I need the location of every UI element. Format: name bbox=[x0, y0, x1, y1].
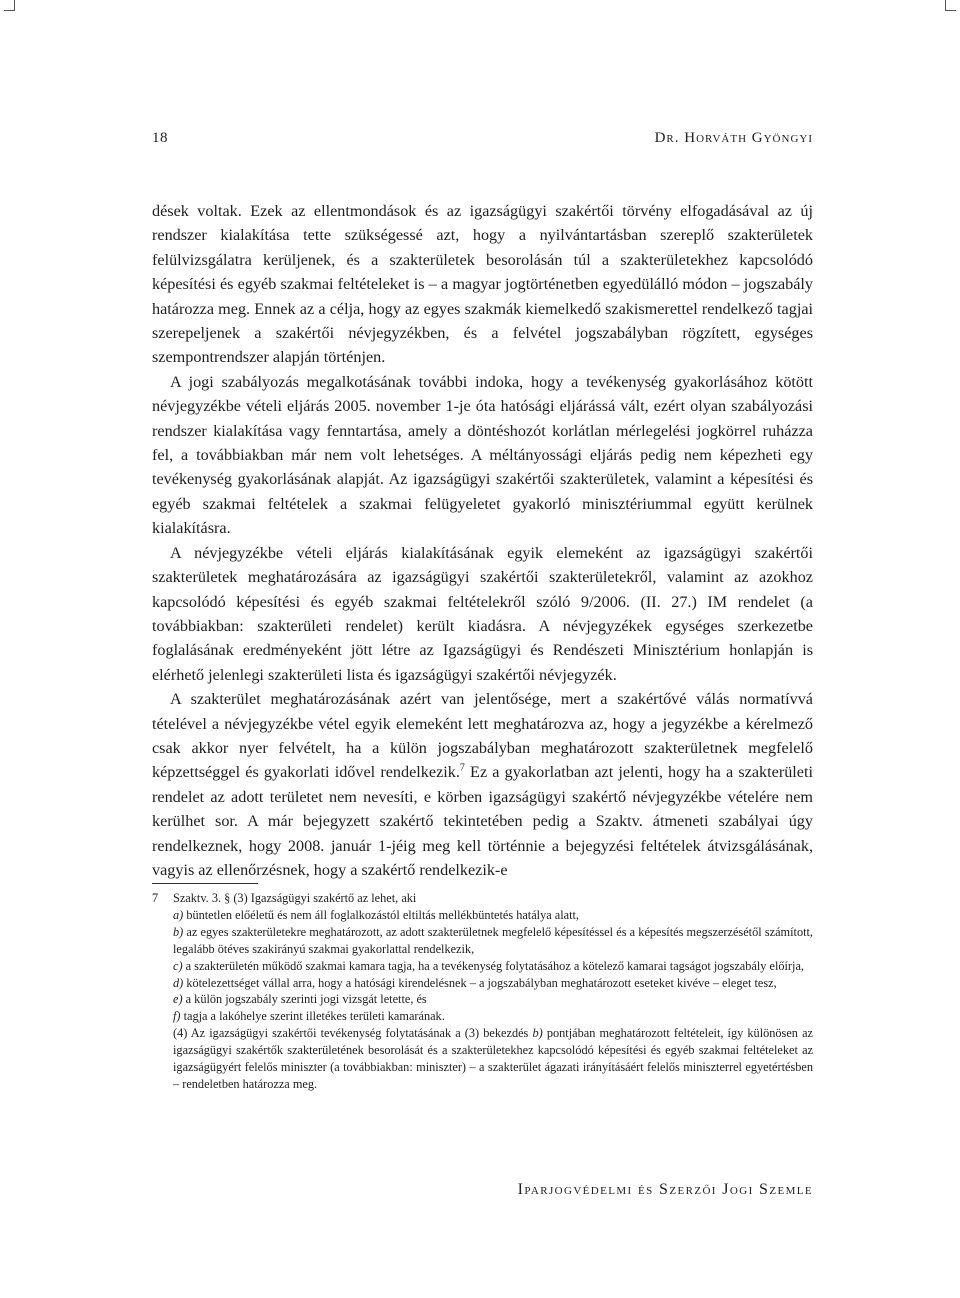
footnote-reference[interactable]: 7 bbox=[459, 762, 465, 774]
item-text: a szakterületén működő szakmai kamara tagja, ha a tevékenység folytatásához a kötelező kamarai tagságot jogszabály előírja, bbox=[182, 958, 804, 973]
footnote-item bbox=[173, 924, 813, 958]
item-text: kötelezettséget vállal arra, hogy a hatósági kirendelésnek – a jogszabályban meghatározott eseteket kivéve – eleget tesz, bbox=[183, 975, 777, 990]
paragraph-4-part-a: A szakterület meghatározásának azért van jelentősége, mert a szakértővé válás normatívvá tételével a névjegyzékbe vétel egyik elemeként lett meghatározva az, hogy a jegyzékbe a kérelmező csak akkor nyer felvételt, ha a külön jogszabályban meghatározott szakterületnek megfelelő képzettséggel és gyakorlati idővel rendelkezik. bbox=[152, 690, 813, 782]
item-label: f) bbox=[173, 1009, 181, 1024]
item-text: büntetlen előéletű és nem áll foglalkozástól eltiltás mellékbüntetés hatálya alatt, bbox=[183, 907, 580, 922]
item-label: c) bbox=[173, 958, 183, 973]
fn-p4-pre: (4) Az igazságügyi szakértői tevékenység folytatásának a (3) bekezdés bbox=[173, 1026, 533, 1041]
crop-mark-top-left bbox=[4, 0, 15, 11]
running-header bbox=[152, 130, 813, 154]
paragraph-3: A névjegyzékbe vételi eljárás kialakításának egyik elemeként az igazságügyi szakértői szakterületek meghatározására az igazságügyi szakértői szakterületekről, valamint az azokhoz kapcsolódó képesítési és egyéb szakmai feltételekről szóló 9/2006. (II. 27.) IM rendelet (a továbbiakban: szakterületi rendelet) került kiadásra. A névjegyzékek egységes szerkezetbe foglalásának eredményeként jött létre az Igazságügyi és Rendészeti Minisztérium honlapján is elérhető jelenlegi szakterületi lista és igazságügyi szakértői névjegyzék. bbox=[152, 543, 813, 684]
main-text bbox=[152, 199, 813, 882]
item-label: b) bbox=[173, 924, 184, 939]
crop-mark-top-right bbox=[945, 0, 956, 11]
paragraph-4 bbox=[152, 687, 813, 882]
footnote-intro: Szaktv. 3. § (3) Igazságügyi szakértő az lehet, aki bbox=[173, 891, 417, 905]
item-text: tagja a lakóhelye szerint illetékes területi kamarának. bbox=[180, 1009, 445, 1024]
footnote-item bbox=[173, 975, 813, 992]
footnote-paragraph-4 bbox=[173, 1025, 813, 1093]
footnote-body bbox=[173, 890, 813, 1093]
item-label: a) bbox=[173, 907, 184, 922]
paragraph-1: dések voltak. Ezek az ellentmondások és az igazságügyi szakértői törvény elfogadásával az új rendszer kialakítása tette szükségessé azt, hogy a nyilvántartásban szereplő szakterületek felülvizsgálatra kerüljenek, és a szakterületek besorolásán túl a szakterületekhez kapcsolódó képesítési és egyéb szakmai feltételeket is – a magyar jogtörténetben egyedülálló módon – jogszabály határozza meg. Ennek az a célja, hogy az egyes szakmák kiemelkedő szakismerettel rendelkező tagjai szerepeljenek a szakértői névjegyzékben, és a felvétel jogszabályban rögzített, egységes szempontrendszer alapján történjen. bbox=[152, 202, 813, 367]
footnote-item bbox=[173, 991, 813, 1008]
footnote-item bbox=[173, 907, 813, 924]
footnote-7 bbox=[152, 890, 813, 1093]
running-head-author: Dr. Horváth Gyöngyi bbox=[654, 130, 813, 146]
footnote-number: 7 bbox=[152, 891, 159, 905]
paragraph-2: A jogi szabályozás megalkotásának további indoka, hogy a tevékenység gyakorlásához kötött névjegyzékbe vételi eljárás 2005. november 1-je óta hatósági eljárássá vált, ezért olyan szabályozási rendszer kialakítása vagy fenntartása, amely a döntéshozót korlátlan mérlegelési jogkörrel ruházza fel, a továbbiakban már nem volt lehetséges. A méltányossági eljárás pedig nem képezheti egy tevékenység gyakorlásának alapját. Az igazságügyi szakértői szakterületek, valamint a képesítési és egyéb szakmai feltételek a szakmai felügyeletet gyakorló minisztériummal együtt kerülnek kialakításra. bbox=[152, 372, 813, 538]
item-label: e) bbox=[173, 992, 183, 1007]
footnote-separator bbox=[152, 883, 258, 884]
journal-footer: Iparjogvédelmi és Szerzői Jogi Szemle bbox=[517, 1181, 813, 1198]
page-number: 18 bbox=[152, 130, 168, 146]
item-label: d) bbox=[173, 975, 184, 990]
item-text: az egyes szakterületekre meghatározott, az adott szakterületnek megfelelő képesítéssel és a képesítés megszerzésétől számított, legalább ötéves szakirányú szakmai gyakorlattal rendelkezik, bbox=[173, 924, 813, 956]
footnote-item bbox=[173, 958, 813, 975]
footnote-item bbox=[173, 1008, 813, 1025]
item-text: a külön jogszabály szerinti jogi vizsgát letette, és bbox=[182, 992, 427, 1007]
fn-p4-post: pontjában meghatározott feltételeit, így különösen az igazságügyi szakértők szakterületének besorolását és a szakterületekhez kapcsolódó képesítési és egyéb szakmai feltételeket az igazságügyért felelős miniszter (a továbbiakban: miniszter) – a szakterület ágazati irányításáért felelős miniszterrel egyetértésben – rendeletben határozza meg. bbox=[173, 1026, 813, 1091]
fn-p4-label: b) bbox=[532, 1026, 543, 1041]
paragraph-4-part-b: Ez a gyakorlatban azt jelenti, hogy ha a szakterületi rendelet az adott területet nem nevesíti, e körben igazságügyi szakértő névjegyzékbe vételére nem kerülhet sor. A már bejegyzett szakértő tekintetében pedig a Szaktv. átmeneti szabályai úgy rendelkeznek, hogy 2008. január 1-jéig meg kell történnie a bejegyzési feltételek átvizsgálásának, vagyis az ellenőrzésnek, hogy a szakértő rendelkezik-e bbox=[152, 763, 813, 879]
